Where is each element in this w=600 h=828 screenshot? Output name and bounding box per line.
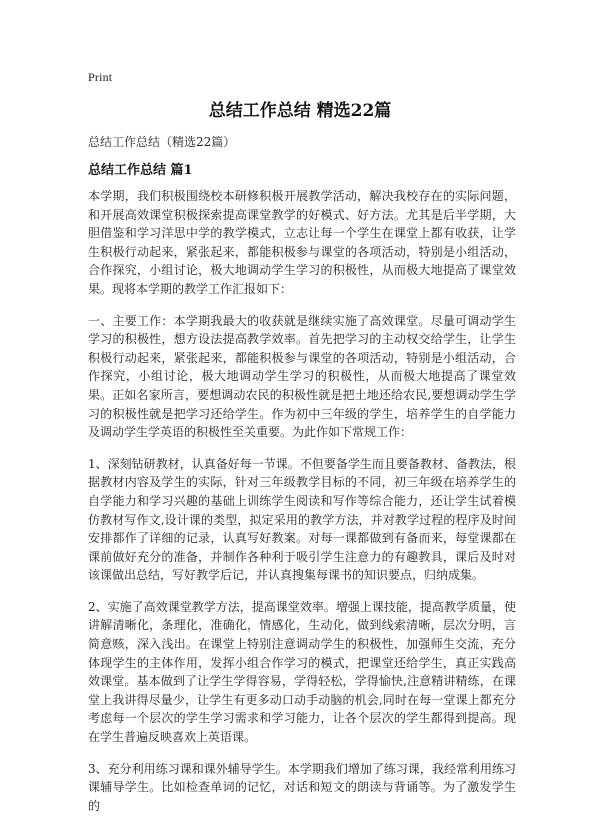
paragraph-item-2: 2、实施了高效课堂教学方法，提高课堂效率。增强上课技能，提高教学质量，使讲解清晰化，条理化，准确化，情感化，生动化，做到线索清晰，层次分明，言简意赅，深入浅出。在课堂上特别注意调动学生的积极性，加强师生交流，充分体现学生的主体作用，发挥小组合作学习的模式，把课堂还给学生，真正实践高效课堂。基本做到了让学生学得容易，学得轻松，学得愉快,注意精讲精练，在课堂上我讲得尽量少，让学生有更多动口动手动脑的机会,同时在每一堂课上都充分考虑每一个层次的学生学习需求和学习能力，让各个层次的学生都得到提高。现在学生普遍反映喜欢上英语课。 bbox=[88, 599, 516, 745]
section-heading: 总结工作总结 篇1 bbox=[88, 163, 193, 178]
print-label: Print bbox=[88, 70, 113, 84]
paragraph-item-1: 1、深刻钻研教材，认真备好每一节课。不但要备学生而且要备教材、备教法，根据教材内容及学生的实际，针对三年级教学目标的不同，初三年级在培养学生的自学能力和学习兴趣的基础上训练学生阅读和写作等综合能力，还让学生试着模仿教材写作文,设计课的类型，拟定采用的教学方法，并对教学过程的程序及时间安排都作了详细的记录，认真写好教案。对每一课都做到有备而来，每堂课都在课前做好充分的准备，并制作各种利于吸引学生注意力的有趣教具，课后及时对该课做出总结，写好教学后记，并认真搜集每课书的知识要点，归纳成集。 bbox=[88, 456, 516, 583]
document-subtitle: 总结工作总结（精选22篇） bbox=[88, 135, 236, 149]
paragraph-intro: 本学期，我们积极围绕校本研修积极开展教学活动，解决我校存在的实际问题，和开展高效课堂积极探索提高课堂教学的好模式、好方法。尤其是后半学期，大胆借鉴和学习洋思中学的教学模式，立志让每一个学生在课堂上都有收获，让学生积极行动起来，紧张起来，都能积极参与课堂的各项活动，特别是小组活动，合作探究，小组讨论，极大地调动学生学习的积极性，从而极大地提高了课堂效果。现将本学期的教学工作汇报如下： bbox=[88, 189, 516, 296]
paragraph-main-work: 一、主要工作：本学期我最大的收获就是继续实施了高效课堂。尽量可调动学生学习的积极性，想方设法提高教学效率。首先把学习的主动权交给学生，让学生积极行动起来，紧张起来，都能积极参与课堂的各项活动，特别是小组活动，合作探究，小组讨论，极大地调动学生学习的积极性，从而极大地提高了课堂效果。正如名家所言，要想调动农民的积极性就是把土地还给农民,要想调动学生学习的积极性就是把学习还给学生。作为初中三年级的学生，培养学生的自学能力及调动学生学英语的积极性至关重要。为此作如下常规工作： bbox=[88, 313, 516, 440]
document-title: 总结工作总结 精选22篇 bbox=[208, 101, 392, 121]
document-body bbox=[88, 187, 516, 828]
paragraph-item-3: 3、充分利用练习课和课外辅导学生。本学期我们增加了练习课，我经常利用练习课辅导学生。比如检查单词的记忆，对话和短文的朗读与背诵等。为了激发学生的 bbox=[88, 761, 516, 813]
